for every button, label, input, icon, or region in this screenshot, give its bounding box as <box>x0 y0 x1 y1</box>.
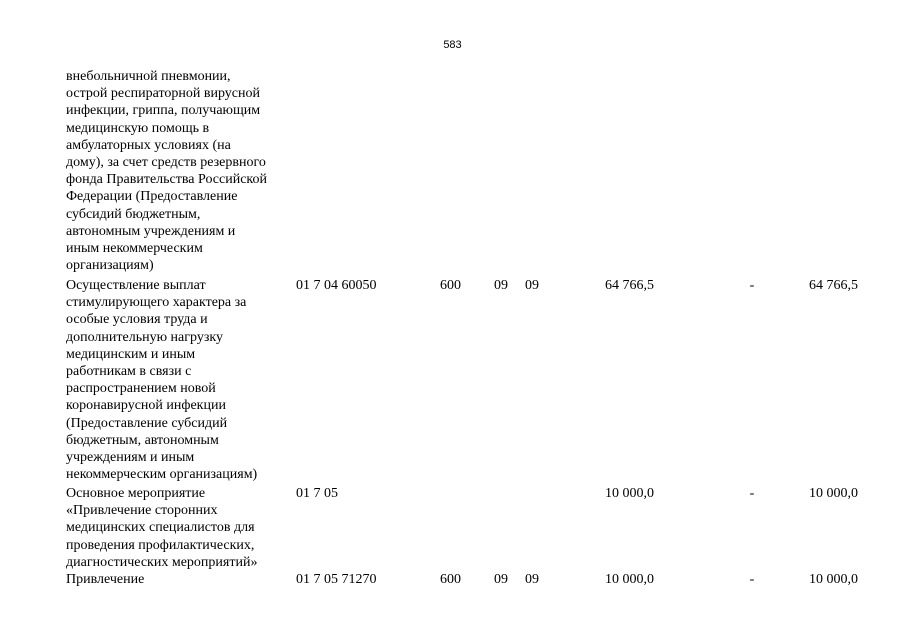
row-name-line: фонда Правительства Российской <box>66 172 267 188</box>
row-name-line: работникам в связи с <box>66 364 192 380</box>
row-name-line: внебольничной пневмонии, <box>66 69 231 84</box>
row-name-line: Основное мероприятие <box>66 486 206 501</box>
amount-total: 10 000,0 <box>809 572 858 587</box>
row-name <box>66 277 291 483</box>
row-name-line: проведения профилактических, <box>66 537 255 553</box>
target-code: 01 7 05 71270 <box>296 572 377 587</box>
section-code: 09 <box>494 572 508 587</box>
row-name-line: (Предоставление субсидий <box>66 415 228 431</box>
row-name-line: «Привлечение сторонних <box>66 503 218 519</box>
row-name-line: амбулаторных условиях (на <box>66 137 231 153</box>
row-name-line: медицинским и иным <box>66 346 196 362</box>
target-code: 01 7 05 <box>296 486 338 501</box>
row-name-line: коронавирусной инфекции <box>66 398 226 414</box>
row-name-line: дополнительную нагрузку <box>66 329 223 345</box>
row-name-line: дому), за счет средств резервного <box>66 155 266 171</box>
row-name-line: Федерации (Предоставление <box>66 189 238 205</box>
row-name-line: Привлечение <box>66 572 145 587</box>
row-name-line: бюджетным, автономным <box>66 432 219 448</box>
row-name-line: организациям) <box>66 258 154 274</box>
expense-type: 600 <box>440 278 461 293</box>
row-name <box>66 68 291 274</box>
amount-change: - <box>749 572 755 587</box>
row-name-line: медицинских специалистов для <box>66 520 255 536</box>
row-name-line: субсидий бюджетным, <box>66 206 201 222</box>
row-name-line: медицинскую помощь в <box>66 120 210 136</box>
amount-change: - <box>749 278 755 293</box>
amount-approved: 10 000,0 <box>605 486 654 501</box>
amount-approved: 10 000,0 <box>605 572 654 587</box>
amount-approved: 64 766,5 <box>605 278 654 293</box>
row-name-line: диагностических мероприятий» <box>66 554 258 570</box>
row-name-line: некоммерческим организациям) <box>66 467 258 483</box>
section-code: 09 <box>494 278 508 293</box>
row-name-line: распространением новой <box>66 381 216 397</box>
subsection-code: 09 <box>525 278 539 293</box>
amount-total: 64 766,5 <box>809 278 858 293</box>
row-name-line: учреждениям и иным <box>66 450 195 466</box>
amount-total: 10 000,0 <box>809 486 858 501</box>
row-name-line: стимулирующего характера за <box>66 295 247 311</box>
page-number: 583 <box>443 39 462 51</box>
row-name-line: острой респираторной вирусной <box>66 86 260 102</box>
target-code: 01 7 04 60050 <box>296 278 377 293</box>
row-name <box>66 571 291 588</box>
subsection-code: 09 <box>525 572 539 587</box>
row-name-line: иным некоммерческим <box>66 241 203 257</box>
row-name-line: Осуществление выплат <box>66 278 206 293</box>
row-name-line: автономным учреждениям и <box>66 223 236 239</box>
amount-change: - <box>749 486 755 501</box>
row-name-line: инфекции, гриппа, получающим <box>66 103 261 119</box>
expense-type: 600 <box>440 572 461 587</box>
row-name-line: особые условия труда и <box>66 312 208 328</box>
row-name <box>66 485 291 571</box>
